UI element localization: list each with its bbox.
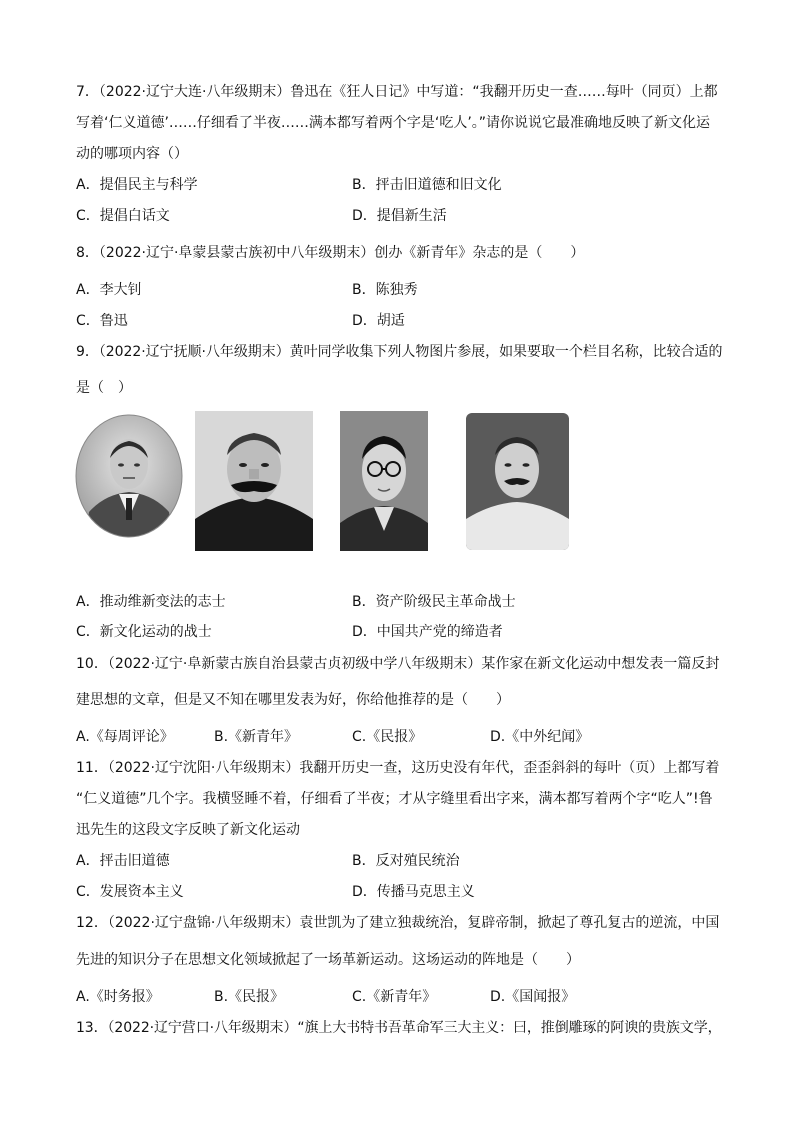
portrait-photo-4 [466,413,569,550]
question-11-option-d: D．传播马克思主义 [352,884,475,900]
question-9-line-2: 是（ ） [76,380,132,396]
question-8-option-b: B．陈独秀 [352,282,418,298]
question-10-option-c: C.《民报》 [352,729,423,745]
question-10-line-2: 建思想的文章，但是又不知在哪里发表为好，你给他推荐的是（ ） [76,692,510,708]
question-7-line-1: 7．（2022·辽宁大连·八年级期末）鲁迅在《狂人日记》中写道：“我翻开历史一查……每叶（同页）上都 [76,84,718,100]
question-12-line-1: 12．（2022·辽宁盘锦·八年级期末）袁世凯为了建立独裁统治，复辟帝制，掀起了尊孔复古的逆流，中国 [76,915,720,931]
question-9-option-d: D．中国共产党的缔造者 [352,624,503,640]
question-11-line-2: “仁义道德”几个字。我横竖睡不着，仔细看了半夜；才从字缝里看出字来，满本都写着两个字“吃人”!鲁 [76,791,713,807]
portrait-photo-1 [75,414,183,538]
question-9-option-c: C．新文化运动的战士 [76,624,212,640]
question-12-option-d: D.《国闻报》 [490,989,576,1005]
question-12-option-c: C.《新青年》 [352,989,437,1005]
portrait-photo-3 [340,411,428,551]
question-11-line-1: 11．（2022·辽宁沈阳·八年级期末）我翻开历史一查，这历史没有年代，歪歪斜斜的每叶（页）上都写着 [76,760,720,776]
question-12-option-a: A.《时务报》 [76,989,160,1005]
question-10-option-b: B.《新青年》 [214,729,299,745]
question-9-line-1: 9．（2022·辽宁抚顺·八年级期末）黄叶同学收集下列人物图片参展，如果要取一个栏目名称，比较合适的 [76,344,723,360]
question-7-option-b: B．抨击旧道德和旧文化 [352,177,502,193]
question-8-option-c: C．鲁迅 [76,313,128,329]
question-11-line-3: 迅先生的这段文字反映了新文化运动 [76,822,300,838]
question-7-line-2: 写着‘仁义道德’……仔细看了半夜……满本都写着两个字是‘吃人’。”请你说说它最准确地反映了新文化运 [76,115,711,131]
portrait-photo-2 [195,411,313,551]
question-8-option-d: D．胡适 [352,313,405,329]
question-11-option-a: A．抨击旧道德 [76,853,170,869]
question-9-option-a: A．推动维新变法的志士 [76,594,226,610]
question-8-line-1: 8．（2022·辽宁·阜蒙县蒙古族初中八年级期末）创办《新青年》杂志的是（ ） [76,245,585,261]
question-11-option-b: B．反对殖民统治 [352,853,460,869]
question-13-line-1: 13．（2022·辽宁营口·八年级期末）“旗上大书特书吾革命军三大主义：曰，推倒雕琢的阿谀的贵族文学， [76,1020,722,1036]
question-12-option-b: B.《民报》 [214,989,285,1005]
question-8-option-a: A．李大钊 [76,282,142,298]
question-10-line-1: 10．（2022·辽宁·阜新蒙古族自治县蒙古贞初级中学八年级期末）某作家在新文化运动中想发表一篇反封 [76,656,720,672]
question-12-line-2: 先进的知识分子在思想文化领域掀起了一场革新运动。这场运动的阵地是（ ） [76,952,580,968]
question-7-option-d: D．提倡新生活 [352,208,447,224]
question-11-option-c: C．发展资本主义 [76,884,184,900]
question-9-option-b: B．资产阶级民主革命战士 [352,594,516,610]
question-7-option-a: A．提倡民主与科学 [76,177,198,193]
question-7-line-3: 动的哪项内容（） [76,146,188,162]
question-7-option-c: C．提倡白话文 [76,208,170,224]
question-10-option-d: D.《中外纪闻》 [490,729,590,745]
question-10-option-a: A.《每周评论》 [76,729,174,745]
